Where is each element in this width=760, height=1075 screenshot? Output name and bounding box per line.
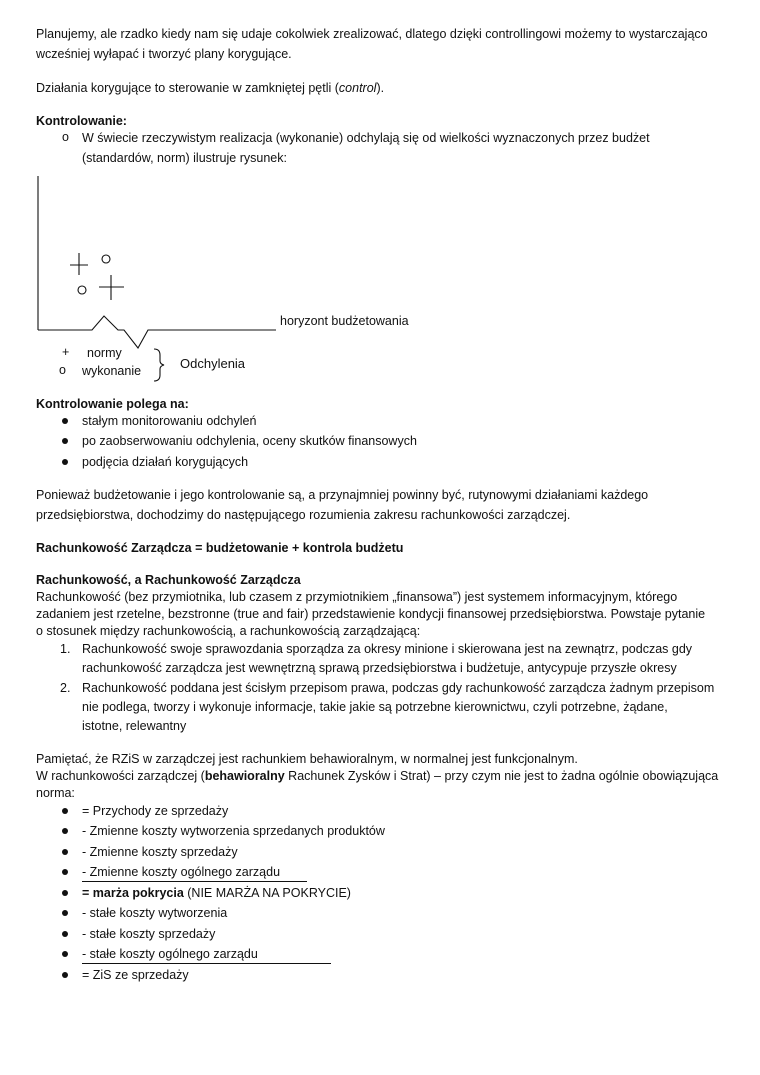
circle-icon <box>78 286 86 294</box>
circle-icon <box>102 255 110 263</box>
legend-circle: o <box>59 363 66 377</box>
list-number: 1. <box>60 642 71 656</box>
intro-paragraph-2: Działania korygujące to sterowanie w zamkniętej pętli (control). <box>36 81 385 95</box>
sum-underline <box>82 963 331 964</box>
polega-item-2: po zaobserwowaniu odchylenia, oceny skutków finansowych <box>82 434 417 448</box>
kontrolowanie-heading: Kontrolowanie: <box>36 114 127 128</box>
item2-line-3: istotne, relewantny <box>82 719 187 733</box>
rzis-line-1: Pamiętać, że RZiS w zarządczej jest rachunkiem behawioralnym, w normalnej jest funkcjonalnym. <box>36 752 578 766</box>
bullet-icon <box>62 418 68 424</box>
rachunkowosc-line-1: Rachunkowość (bez przymiotnika, lub czasem z przymiotnikiem „finansowa”) jest systemem informacyjnym, którego <box>36 590 678 604</box>
rzis-line-3: norma: <box>36 786 75 800</box>
bullet-icon <box>62 931 68 937</box>
list-number: 2. <box>60 681 71 695</box>
bullet-icon <box>62 972 68 978</box>
legend-plus: + <box>62 345 70 359</box>
bullet-icon <box>62 869 68 875</box>
intro-line-2: wcześniej wyłapać i tworzyć plany korygujące. <box>36 47 292 61</box>
legend-wykonanie: wykonanie <box>82 364 142 378</box>
rachunkowosc-line-3: o stosunek między rachunkowością, a rachunkowością zarządzającą: <box>36 624 421 638</box>
item2-line-2: nie podlega, tworzy i wykonuje informacje, takie jakie są potrzebne kierownictwu, czyli potrzebne, żądane, <box>82 700 668 714</box>
legend-normy: normy <box>87 346 122 360</box>
rachunkowosc-heading: Rachunkowość, a Rachunkowość Zarządcza <box>36 573 301 587</box>
rzis-item-9: = ZiS ze sprzedaży <box>82 968 189 982</box>
rzis-item-6: - stałe koszty wytworzenia <box>82 906 228 920</box>
rachunkowosc-line-2: zadaniem jest rzetelne, bezstronne (true and fair) przedstawienie kondycji finansowej przedsiębiorstwa. Powstaje pytanie <box>36 607 706 621</box>
kontrolowanie-item-line-2: (standardów, norm) ilustruje rysunek: <box>82 151 287 165</box>
bullet-icon <box>62 808 68 814</box>
rzis-item-3: - Zmienne koszty sprzedaży <box>82 845 238 859</box>
rzis-item-7: - stałe koszty sprzedaży <box>82 927 216 941</box>
bullet-icon <box>62 438 68 444</box>
bullet-icon <box>62 951 68 957</box>
polega-item-3: podjęcia działań korygujących <box>82 455 249 469</box>
marza-pokrycia: = marża pokrycia (NIE MARŻA NA POKRYCIE) <box>82 886 351 900</box>
item1-line-2: rachunkowość zarządcza jest wewnętrzną sprawą przedsiębiorstwa i budżetuje, antycypuje przyszłe okresy <box>82 661 677 675</box>
bullet-icon <box>62 890 68 896</box>
rzis-line-2: W rachunkowości zarządczej (behawioralny Rachunek Zysków i Strat) – przy czym nie jest to żadna ogólnie obowiązująca <box>36 769 719 783</box>
bullet-icon <box>62 910 68 916</box>
intro-line-1: Planujemy, ale rzadko kiedy nam się udaje cokolwiek zrealizować, dlatego dzięki controllingowi możemy to wystarczająco <box>36 27 708 41</box>
kontrolowanie-item-line-1: W świecie rzeczywistym realizacja (wykonanie) odchylają się od wielkości wyznaczonych przez budżet <box>82 131 650 145</box>
formula-heading: Rachunkowość Zarządcza = budżetowanie + kontrola budżetu <box>36 541 404 555</box>
ponieważ-line-1: Ponieważ budżetowanie i jego kontrolowanie są, a przynajmniej powinny być, rutynowymi działaniami każdego <box>36 488 649 502</box>
legend-odchylenia: Odchylenia <box>180 356 246 371</box>
rzis-item-8: - stałe koszty ogólnego zarządu <box>82 947 258 961</box>
bullet-icon <box>62 828 68 834</box>
item2-line-1: Rachunkowość poddana jest ścisłym przepisom prawa, podczas gdy rachunkowość zarządcza żadnym przepisom <box>82 681 715 695</box>
sum-underline <box>82 881 307 882</box>
rzis-item-4: - Zmienne koszty ogólnego zarządu <box>82 865 281 879</box>
horizon-label: horyzont budżetowania <box>280 314 409 328</box>
ponieważ-line-2: przedsiębiorstwa, dochodzimy do następującego rozumienia zakresu rachunkowości zarządczej. <box>36 508 571 522</box>
list-marker: o <box>62 130 69 144</box>
item1-line-1: Rachunkowość swoje sprawozdania sporządza za okresy minione i skierowana jest na zewnątrz, podczas gdy <box>82 642 693 656</box>
polega-heading: Kontrolowanie polega na: <box>36 397 189 411</box>
polega-item-1: stałym monitorowaniu odchyleń <box>82 414 257 428</box>
rzis-item-2: - Zmienne koszty wytworzenia sprzedanych produktów <box>82 824 385 838</box>
rzis-item-1: = Przychody ze sprzedaży <box>82 804 229 818</box>
bullet-icon <box>62 459 68 465</box>
bullet-icon <box>62 849 68 855</box>
